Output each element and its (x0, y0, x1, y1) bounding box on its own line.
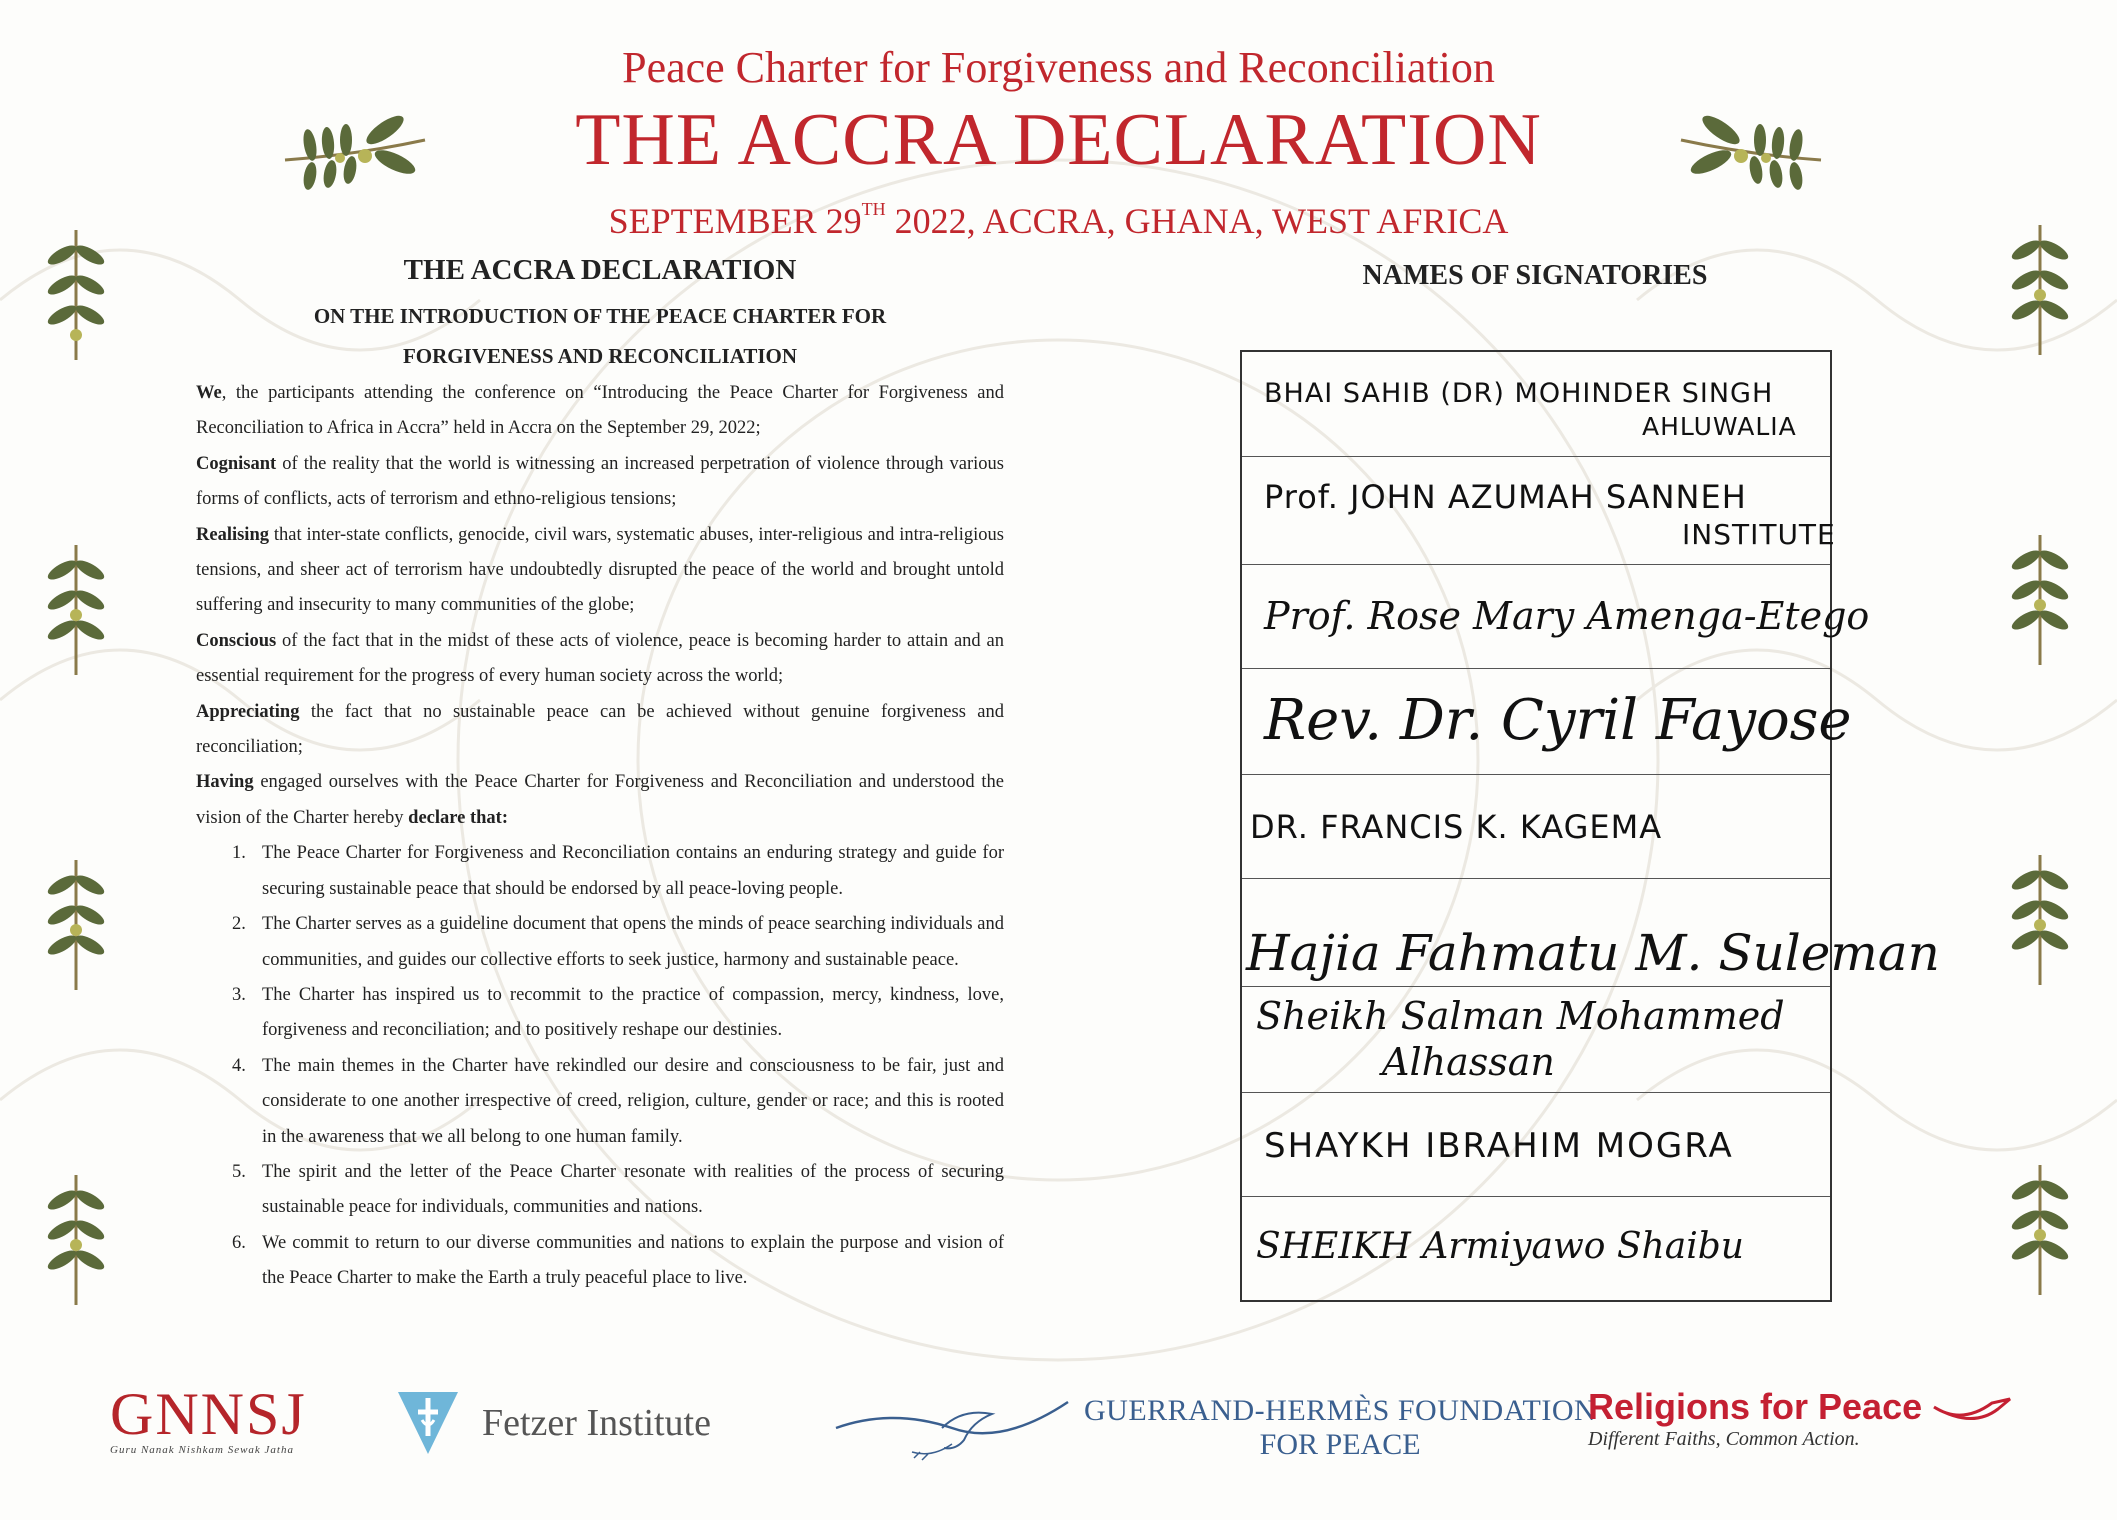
declaration-heading: THE ACCRA DECLARATION (403, 254, 797, 286)
table-row (1242, 352, 1830, 457)
olive-branch-icon (280, 100, 430, 200)
olive-branch-icon (2000, 1160, 2080, 1300)
declaration-subheading: ON THE INTRODUCTION OF THE PEACE CHARTER FOR (313, 304, 887, 328)
table-row (1242, 986, 1830, 1093)
preamble-paragraph: We, the participants attending the conference on “Introducing the Peace Charter for Forgiveness and Reconciliation to Africa in Accra” held in Accra on the September 29, 2022; (196, 383, 1004, 439)
header-subtitle: Peace Charter for Forgiveness and Reconciliation (622, 43, 1495, 92)
signature: Alhassan (1382, 1040, 1555, 1084)
table-row (1242, 878, 1940, 987)
preamble-paragraph: Cognisant of the reality that the world is witnessing an increased perpetration of violence through various forms of conflicts, acts of terrorism and ethno-religious tensions; (196, 453, 1004, 510)
list-item: 6. We commit to return to our diverse communities and nations to explain the purpose and vision of the Peace Charter to make the Earth a truly peaceful place to live. (232, 1232, 1004, 1289)
olive-branch-icon (36, 1170, 116, 1310)
list-item: 4. The main themes in the Charter have rekindled our desire and consciousness to be fair, just and considerate to one another irrespective of creed, religion, culture, gender or race; and this is rooted in the awareness that we all belong to one human family. (232, 1055, 1004, 1147)
dove-icon (832, 1388, 1072, 1468)
declaration-text (196, 248, 1004, 1297)
fetzer-logo: Fetzer Institute (396, 1390, 711, 1456)
signature: INSTITUTE (1682, 518, 1836, 551)
table-row (1242, 1196, 1830, 1300)
signature: AHLUWALIA (1642, 412, 1797, 441)
table-row (1242, 1092, 1830, 1197)
footer-logos (0, 1370, 2117, 1490)
signatories-section (1240, 250, 1830, 302)
list-item: 5. The spirit and the letter of the Peace Charter resonate with realities of the process of securing sustainable peace for individuals, communities and nations. (232, 1161, 1004, 1218)
having-paragraph: Having engaged ourselves with the Peace Charter for Forgiveness and Reconciliation and understood the vision of the Charter hereby declare that: (196, 772, 1004, 828)
list-item: 2. The Charter serves as a guideline document that opens the minds of peace searching individuals and communities, and guides our collective efforts to seek justice, harmony and sustainable peace. (232, 914, 1004, 970)
signature: Prof. JOHN AZUMAH SANNEH (1264, 478, 1747, 516)
olive-branch-icon (36, 855, 116, 995)
signatories-table (1240, 350, 1940, 1302)
signature: Sheikh Salman Mohammed (1256, 994, 1785, 1038)
table-row (1242, 774, 1830, 879)
signature: Rev. Dr. Cyril Fayose (1264, 688, 1852, 753)
header-title: THE ACCRA DECLARATION (575, 99, 1542, 181)
olive-branch-icon (2000, 220, 2080, 360)
fetzer-emblem-icon (396, 1390, 460, 1456)
bird-icon (1932, 1389, 2012, 1425)
declaration-list (196, 836, 1004, 1296)
religions-for-peace-logo: Religions for Peace Different Faiths, Common Action. (1588, 1386, 2012, 1451)
signature: SHEIKH Armiyawo Shaibu (1256, 1226, 1744, 1267)
preamble-paragraph: Conscious of the fact that in the midst of these acts of violence, peace is becoming harder to attain and an essential requirement for the progress of every human society across the world; (196, 630, 1004, 687)
gnnsj-logo: GNNSJ Guru Nanak Nishkam Sewak Jatha (110, 1381, 307, 1456)
signature: DR. FRANCIS K. KAGEMA (1250, 808, 1663, 846)
signature: BHAI SAHIB (DR) MOHINDER SINGH (1264, 378, 1774, 409)
table-row (1242, 668, 1852, 775)
signature: Prof. Rose Mary Amenga-Etego (1264, 594, 1870, 638)
table-row (1242, 456, 1836, 565)
olive-branch-icon (1676, 100, 1826, 200)
list-item: 1. The Peace Charter for Forgiveness and Reconciliation contains an enduring strategy and guide for securing sustainable peace that should be endorsed by all peace-loving people. (232, 843, 1004, 899)
list-item: 3. The Charter has inspired us to recommit to the practice of compassion, mercy, kindness, love, forgiveness and reconciliation; and to positively reshape our destinies. (232, 984, 1004, 1041)
signature: SHAYKH IBRAHIM MOGRA (1264, 1126, 1734, 1166)
olive-branch-icon (2000, 530, 2080, 670)
signatories-heading: NAMES OF SIGNATORIES (1362, 260, 1708, 291)
preamble-paragraph: Realising that inter-state conflicts, genocide, civil wars, systematic abuses, inter-religious and intra-religious tensions, and sheer act of terrorism have undoubtedly disrupted the peace of the world and brought untold suffering and insecurity to many communities of the globe; (196, 524, 1004, 616)
signature: Hajia Fahmatu M. Suleman (1246, 924, 1940, 982)
olive-branch-icon (36, 540, 116, 680)
declaration-subheading: FORGIVENESS AND RECONCILIATION (402, 344, 798, 368)
olive-branch-icon (36, 225, 116, 365)
header-date: SEPTEMBER 29TH 2022, ACCRA, GHANA, WEST AFRICA (608, 199, 1509, 241)
preamble-paragraph: Appreciating the fact that no sustainable peace can be achieved without genuine forgiveness and reconciliation; (196, 701, 1004, 758)
table-row (1242, 564, 1870, 669)
olive-branch-icon (2000, 850, 2080, 990)
guerrand-hermes-logo: GUERRAND-HERMÈS FOUNDATION FOR PEACE (832, 1388, 1596, 1468)
